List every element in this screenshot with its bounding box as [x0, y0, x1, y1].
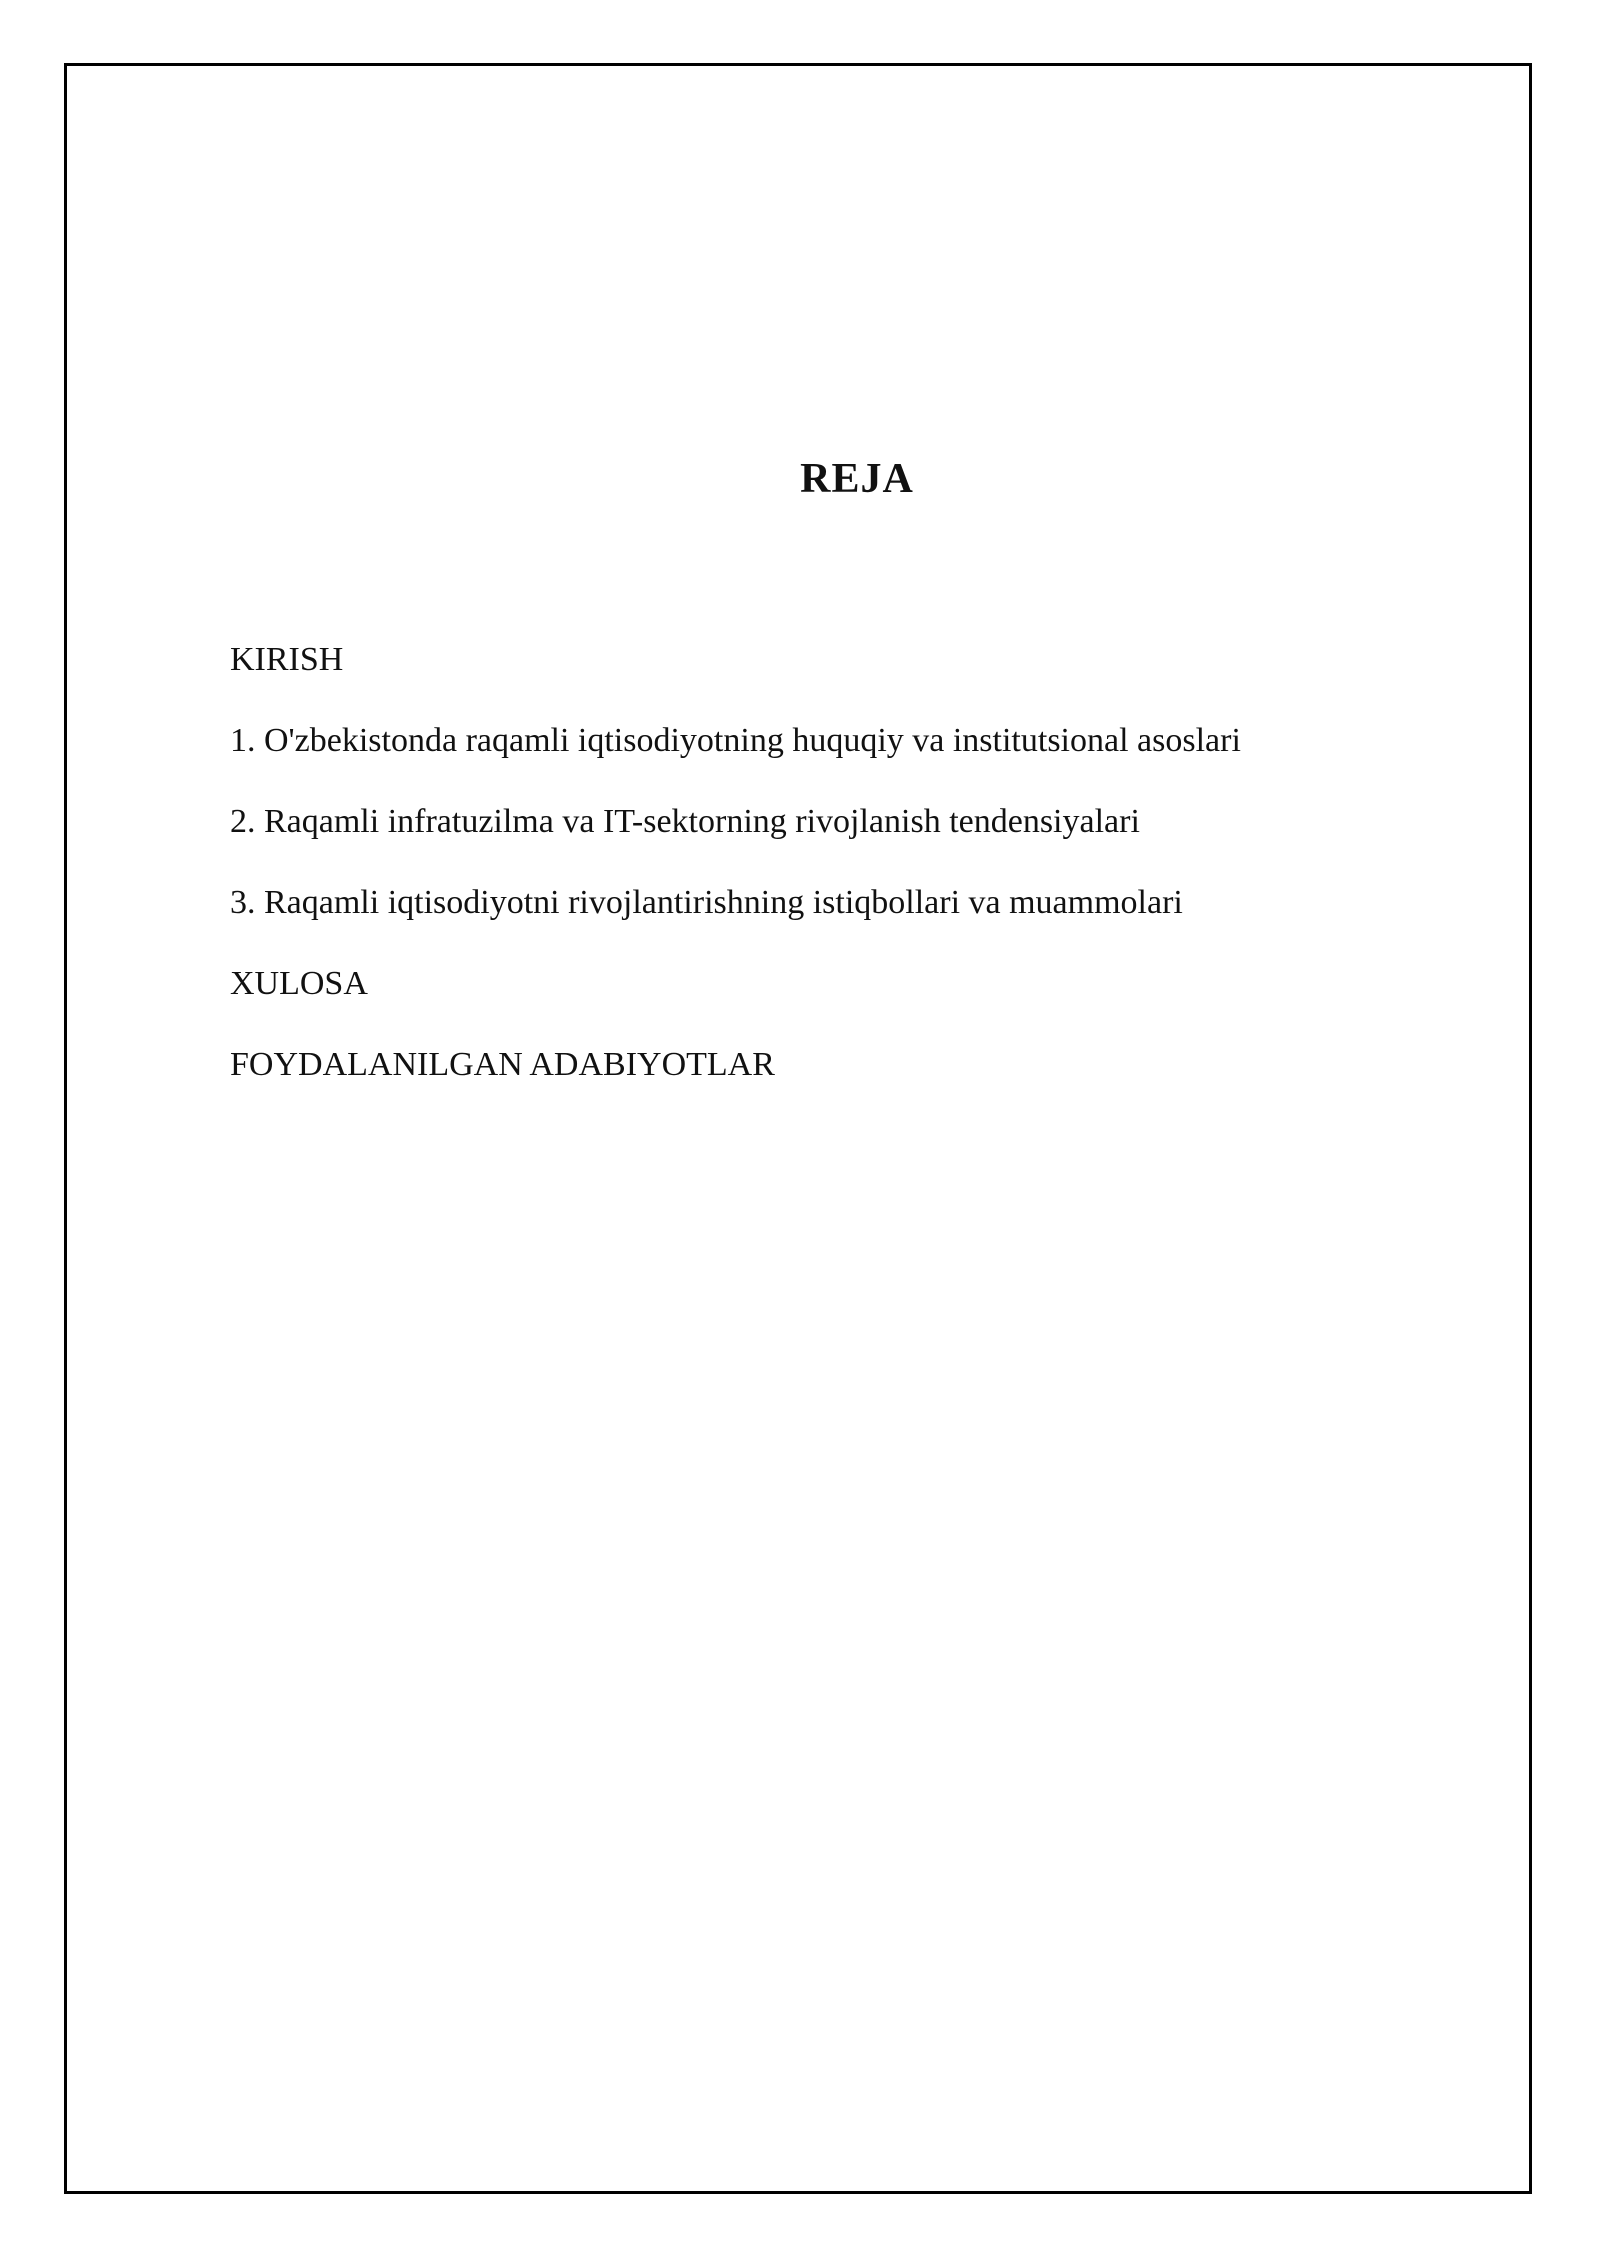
outline-heading-xulosa: XULOSA — [230, 965, 368, 1002]
outline-heading-kirish: KIRISH — [230, 641, 344, 678]
outline-heading-adabiyotlar: FOYDALANILGAN ADABIYOTLAR — [230, 1046, 775, 1083]
outline-item-1: 1. O'zbekistonda raqamli iqtisodiyotning huquqiy va institutsional asoslari — [230, 722, 1241, 759]
document-title: REJA — [800, 456, 914, 502]
page-border-frame — [64, 63, 1532, 2194]
outline-item-2: 2. Raqamli infratuzilma va IT-sektorning rivojlanish tendensiyalari — [230, 803, 1140, 840]
document-outline — [230, 640, 1430, 1126]
outline-item-3: 3. Raqamli iqtisodiyotni rivojlantirishning istiqbollari va muammolari — [230, 884, 1183, 921]
